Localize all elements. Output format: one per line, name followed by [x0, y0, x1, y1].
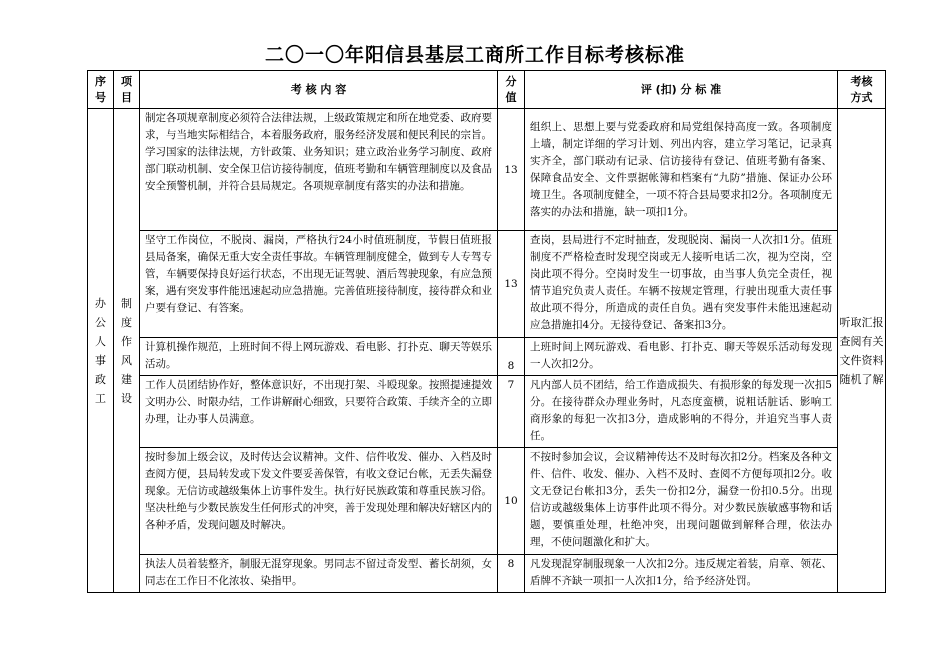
method-cell: 听取汇报查阅有关文件资料随机了解	[838, 109, 886, 593]
row-criteria: 查岗，县局进行不定时抽查，发现脱岗、漏岗一人次扣1分。值班制度不严格检查时发现空岗或无人接听电话二次，视为空岗，空岗此项不得分。空岗时发生一切事故，由当事人负完全责任，视情节追究负责人责任。车辆不按规定管理，行驶出现重大责任事故此项不得分，所造成的责任自负。遇有突发事件未能迅速起动应急措施扣4分。无接待登记、备案扣3分。	[525, 231, 838, 338]
row-content: 制定各项规章制度必须符合法律法规，上级政策规定和所在地党委、政府要求，与当地实际相结合，本着服务政府，服务经济发展和便民利民的宗旨。学习国家的法律法规，方针政策、业务知识；建立政治业务学习制度、政府部门联动机制、安全保卫信访接待制度，值班考勤和车辆管理制度以及食品安全预警机制，并符合县局规定。各项规章制度有落实的办法和措施。	[140, 109, 498, 231]
table-row	[88, 555, 886, 593]
header-score: 分值	[498, 71, 525, 109]
row-score: 8	[498, 338, 525, 376]
row-criteria: 凡发现混穿制服现象一人次扣2分。违反规定着装，肩章、领花、盾牌不齐缺一项扣一人次扣1分，给予经济处罚。	[525, 555, 838, 593]
table-row	[88, 338, 886, 376]
header-criteria: 评 (扣) 分 标 准	[525, 71, 838, 109]
header-content: 考 核 内 容	[140, 71, 498, 109]
assessment-table	[87, 70, 886, 593]
row-criteria: 不按时参加会议，会议精神传达不及时每次扣2分。档案及各种文件、信件、收发、催办、入档不及时、查阅不方便每项扣2分。收文无登记台帐扣3分，丢失一份扣2分，漏登一份扣0.5分。出现信访或越级集体上访事件此项不得分。对少数民族敏感事物和话题，要慎重处理，杜绝冲突，出现问题做到解释合理，依法办理，不使问题激化和扩大。	[525, 448, 838, 555]
row-content: 工作人员团结协作好，整体意识好，不出现打架、斗殴现象。按照提速提效文明办公、时限办结，工作讲解耐心细致，只要符合政策、手续齐全的立即办理，让办事人员满意。	[140, 376, 498, 448]
row-score: 10	[498, 448, 525, 555]
table-row	[88, 109, 886, 231]
row-criteria: 凡内部人员不团结，给工作造成损失、有损形象的每发现一次扣5分。在接待群众办理业务时，凡态度蛮横，说粗话脏话、影响工商形象的每犯一次扣3分，造成影响的不得分，并追究当事人责任。	[525, 376, 838, 448]
row-content: 坚守工作岗位，不脱岗、漏岗，严格执行24小时值班制度，节假日值班报县局备案，确保无重大安全责任事故。车辆管理制度健全，做到专人专驾专管，车辆要保持良好运行状态，不出现无证驾驶、酒后驾驶现象，有应急预案，遇有突发事件能迅速起动应急措施。完善值班接待制度，接待群众和业户要有登记、有答案。	[140, 231, 498, 338]
header-row	[88, 71, 886, 109]
header-seq: 序号	[88, 71, 114, 109]
row-score: 7	[498, 376, 525, 448]
row-content: 计算机操作规范，上班时间不得上网玩游戏、看电影、打扑克、聊天等娱乐活动。	[140, 338, 498, 376]
row-score: 13	[498, 231, 525, 338]
row-score: 8	[498, 555, 525, 593]
row-criteria: 上班时间上网玩游戏、看电影、打扑克、聊天等娱乐活动每发现一人次扣2分。	[525, 338, 838, 376]
row-score: 13	[498, 109, 525, 231]
category-cell: 办公人事政工	[88, 109, 114, 593]
table-row	[88, 231, 886, 338]
header-method: 考核方式	[838, 71, 886, 109]
subcategory-cell: 制度作风建设	[114, 109, 140, 593]
table-row	[88, 448, 886, 555]
table-row	[88, 376, 886, 448]
row-content: 执法人员着装整齐，制服无混穿现象。男同志不留过奇发型、蓄长胡须，女同志在工作日不化浓妆、染指甲。	[140, 555, 498, 593]
row-content: 按时参加上级会议，及时传达会议精神。文件、信件收发、催办、入档及时查阅方便，县局转发或下发文件要妥善保管，有收文登记台帐，无丢失漏登现象。无信访或越级集体上访事件发生。执行好民族政策和尊重民族习俗。坚决杜绝与少数民族发生任何形式的冲突，善于发现处理和解决好辖区内的各种矛盾，发现问题及时解决。	[140, 448, 498, 555]
row-criteria: 组织上、思想上要与党委政府和局党组保持高度一致。各项制度上墙，制定详细的学习计划、列出内容，建立学习笔记，记录真实齐全，部门联动有记录、信访接待有登记、值班考勤有备案、保障食品安全、文件票据帐簿和档案有“九防”措施、保证办公环境卫生。各项制度健全，一项不符合县局要求扣2分。各项制度无落实的办法和措施，缺一项扣1分。	[525, 109, 838, 231]
page-title: 二〇一〇年阳信县基层工商所工作目标考核标准	[264, 44, 685, 66]
header-item: 项目	[114, 71, 140, 109]
